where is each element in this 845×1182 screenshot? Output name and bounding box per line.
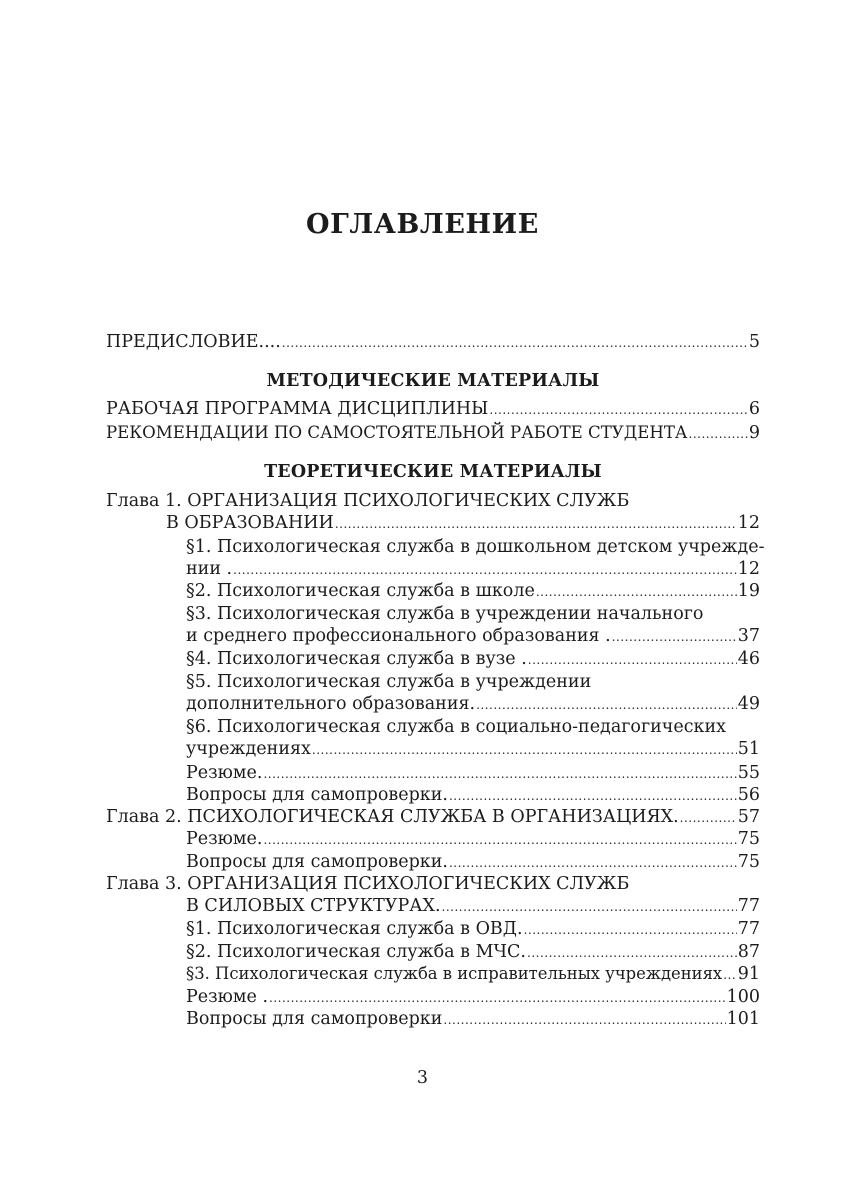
toc-entry-chapter-1[interactable] [166, 512, 760, 535]
leader-dots [449, 785, 737, 807]
toc-entry-work-program[interactable] [106, 398, 760, 421]
toc-page-number: 46 [737, 649, 760, 669]
toc-page-number: 101 [726, 1009, 760, 1029]
ch1-par1-title-line1[interactable]: §1. Психологическая служба в дошкольном детском учрежде- [186, 537, 765, 557]
leader-dots [449, 852, 737, 874]
toc-entry-preface[interactable] [106, 331, 760, 354]
toc-entry-ch2-summary[interactable] [186, 828, 760, 851]
toc-entry-ch3-questions[interactable] [186, 1008, 760, 1031]
toc-page-number: 77 [737, 896, 760, 916]
toc-page-number: 12 [737, 559, 760, 579]
toc-page-number: 49 [737, 694, 760, 714]
chapter-1-title-line1[interactable]: Глава 1. ОРГАНИЗАЦИЯ ПСИХОЛОГИЧЕСКИХ СЛУЖБ [106, 491, 630, 511]
toc-entry-label: §2. Психологическая служба в МЧС. [186, 942, 526, 962]
leader-dots [233, 559, 737, 581]
leader-dots [476, 694, 737, 716]
page-number: 3 [416, 1068, 429, 1088]
toc-entry-label: нии . [186, 559, 233, 579]
leader-dots [527, 942, 737, 964]
toc-entry-label: §4. Психологическая служба в вузе . [186, 649, 527, 669]
toc-entry-label: Резюме. [186, 763, 263, 783]
toc-entry-label: Вопросы для самопроверки [186, 1009, 443, 1029]
leader-dots [263, 829, 736, 851]
leader-dots [612, 626, 737, 648]
leader-dots [269, 987, 726, 1009]
toc-entry-label: РАБОЧАЯ ПРОГРАММА ДИСЦИПЛИНЫ [106, 399, 489, 419]
page-title: ОГЛАВЛЕНИЕ [306, 209, 539, 240]
toc-entry-label: Глава 2. ПСИХОЛОГИЧЕСКАЯ СЛУЖБА В ОРГАНИЗАЦИЯХ. [106, 807, 679, 827]
toc-entry-label: и среднего профессионального образования . [186, 626, 611, 646]
toc-entry-label: Резюме. [186, 829, 263, 849]
toc-page-number: 91 [737, 964, 760, 984]
toc-entry-label: §1. Психологическая служба в ОВД. [186, 919, 523, 939]
toc-page-number: 37 [737, 626, 760, 646]
leader-dots [443, 1009, 725, 1031]
toc-entry-ch2-questions[interactable] [186, 851, 760, 874]
toc-entry-ch1-summary[interactable] [186, 762, 760, 785]
toc-entry-ch3-summary[interactable] [186, 986, 760, 1009]
toc-entry-label: В ОБРАЗОВАНИИ [166, 513, 334, 533]
toc-page-number: 6 [748, 399, 760, 419]
toc-entry-ch1-par3[interactable] [186, 625, 760, 648]
leader-dots [524, 919, 737, 941]
leader-dots [528, 649, 737, 671]
section-heading-theoretical: ТЕОРЕТИЧЕСКИЕ МАТЕРИАЛЫ [264, 462, 602, 482]
ch1-par6-title-line1[interactable]: §6. Психологическая служба в социально-педагогических [186, 717, 726, 737]
toc-entry-ch3-par3[interactable] [186, 963, 760, 986]
toc-entry-ch1-par6[interactable] [186, 738, 760, 761]
toc-entry-label: §3. Психологическая служба в исправительных учреждениях [186, 964, 723, 983]
toc-entry-recommendations[interactable] [106, 422, 760, 445]
toc-page-number: 75 [737, 852, 760, 872]
toc-entry-label: Резюме . [186, 987, 269, 1007]
chapter-3-title-line1[interactable]: Глава 3. ОРГАНИЗАЦИЯ ПСИХОЛОГИЧЕСКИХ СЛУЖБ [106, 874, 630, 894]
leader-dots [689, 423, 748, 445]
toc-entry-ch1-par1[interactable] [186, 558, 760, 581]
toc-entry-ch1-par5[interactable] [186, 693, 760, 716]
toc-page-number: 75 [737, 829, 760, 849]
toc-entry-label: учреждениях [186, 739, 311, 759]
toc-entry-label: В СИЛОВЫХ СТРУКТУРАХ. [186, 896, 441, 916]
leader-dots [263, 763, 736, 785]
toc-page-number: 100 [726, 987, 760, 1007]
leader-dots [312, 739, 737, 761]
leader-dots [536, 581, 737, 603]
toc-entry-label: §2. Психологическая служба в школе [186, 581, 535, 601]
toc-entry-chapter-3[interactable] [186, 895, 760, 918]
leader-dots [489, 399, 747, 421]
toc-entry-label: дополнительного образования. [186, 694, 476, 714]
toc-page-number: 5 [748, 332, 760, 352]
toc-entry-label: Вопросы для самопроверки. [186, 785, 448, 805]
leader-dots [723, 964, 737, 986]
toc-page-number: 9 [748, 423, 760, 443]
toc-entry-label: РЕКОМЕНДАЦИИ ПО САМОСТОЯТЕЛЬНОЙ РАБОТЕ СТУДЕНТА [106, 423, 688, 442]
ch1-par5-title-line1[interactable]: §5. Психологическая служба в учреждении [186, 672, 592, 692]
toc-page-number: 19 [737, 581, 760, 601]
leader-dots [335, 513, 737, 535]
toc-entry-ch3-par2[interactable] [186, 941, 760, 964]
toc-page-number: 12 [737, 513, 760, 533]
toc-entry-ch1-par2[interactable] [186, 580, 760, 603]
toc-entry-ch1-questions[interactable] [186, 784, 760, 807]
toc-entry-ch1-par4[interactable] [186, 648, 760, 671]
section-heading-methodical: МЕТОДИЧЕСКИЕ МАТЕРИАЛЫ [266, 371, 600, 391]
toc-page-number: 55 [737, 763, 760, 783]
toc-page-number: 87 [737, 942, 760, 962]
leader-dots [442, 896, 737, 918]
toc-entry-chapter-2[interactable] [106, 806, 760, 829]
toc-page-number: 77 [737, 919, 760, 939]
toc-page-number: 57 [737, 807, 760, 827]
leader-dots [282, 332, 748, 354]
toc-entry-label: ПРЕДИСЛОВИЕ.... [106, 332, 281, 352]
toc-page-number: 56 [737, 785, 760, 805]
toc-page-number: 51 [737, 739, 760, 759]
ch1-par3-title-line1[interactable]: §3. Психологическая служба в учреждении начального [186, 604, 704, 624]
leader-dots [680, 807, 737, 829]
toc-entry-label: Вопросы для самопроверки. [186, 852, 448, 872]
toc-entry-ch3-par1[interactable] [186, 918, 760, 941]
